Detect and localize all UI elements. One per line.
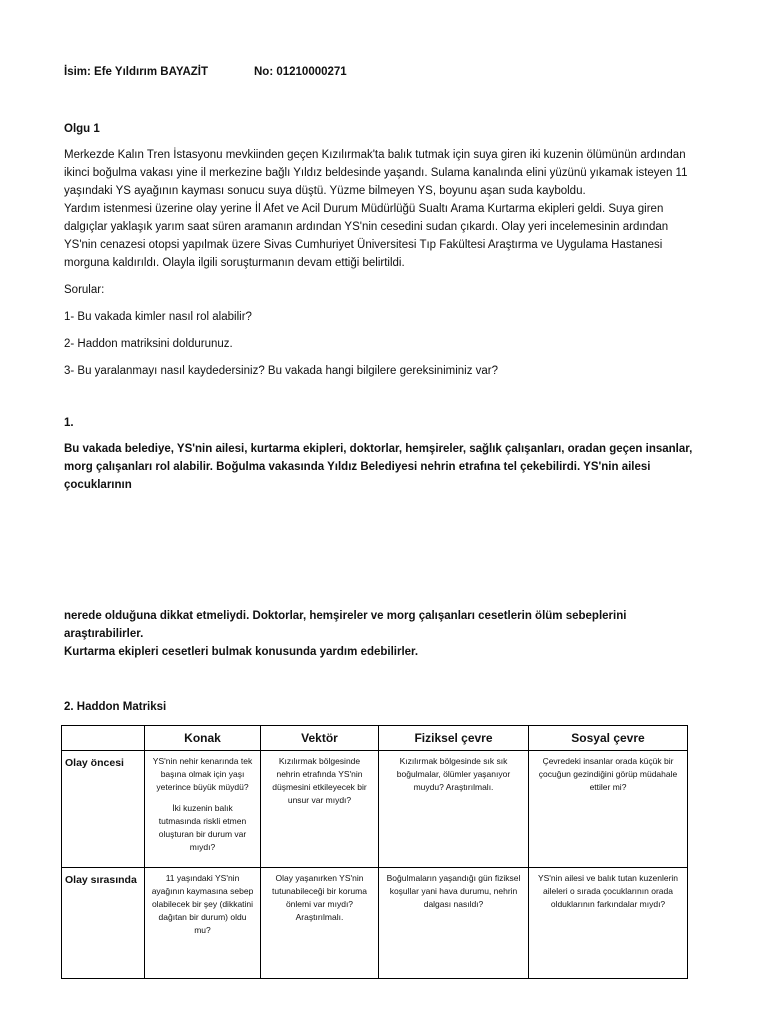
table-cell <box>529 868 688 979</box>
table-row <box>62 868 688 979</box>
cell-text: YS'nin ailesi ve balık tutan kuzenlerin aileleri o sırada çocuklarının orada olduklarının farkındalar mıydı? <box>537 873 679 909</box>
haddon-matrix-table <box>61 725 688 979</box>
case-text <box>64 146 704 272</box>
case-line: ikinci boğulma vakası yine il merkezine bağlı Yıldız beldesinde yaşandı. Sulama kanalında elini yüzünü yıkamak isteyen 11 <box>64 167 688 179</box>
answer-line: Kurtarma ekipleri cesetleri bulmak konusunda yardım edebilirler. <box>64 646 419 658</box>
case-line: Yardım istenmesi üzerine olay yerine İl Afet ve Acil Durum Müdürlüğü Sualtı Arama Kurtarma ekipleri geldi. Suya giren <box>64 203 664 215</box>
answer-1-text-part2 <box>64 607 704 661</box>
cell-text: Çevredeki insanlar orada küçük bir çocuğun gezindiğini görüp müdahale ettiler mi? <box>538 756 678 792</box>
column-header-sosyal-cevre: Sosyal çevre <box>529 726 688 751</box>
case-line: Merkezde Kalın Tren İstasyonu mevkiinden geçen Kızılırmak'ta balık tutmak için suya giren iki kuzenin ölümünün ardından <box>64 149 686 161</box>
table-cell <box>145 751 261 868</box>
table-cell <box>261 751 379 868</box>
cell-text: 11 yaşındaki YS'nin ayağının kaymasına sebep olabilecek bir şey (dikkatini dağıtan bir durum) oldu mu? <box>151 873 254 935</box>
student-number: No: 01210000271 <box>254 66 347 78</box>
column-header-empty <box>62 726 145 751</box>
question-1: 1- Bu vakada kimler nasıl rol alabilir? <box>64 311 252 323</box>
table-cell <box>379 868 529 979</box>
cell-text: İki kuzenin balık tutmasında riskli etmen oluşturan bir durum var mıydı? <box>158 803 247 852</box>
cell-text: Boğulmaların yaşandığı gün fiziksel koşullar yani hava durumu, nehrin dalgası nasıldı? <box>386 873 521 909</box>
case-line: dalgıçlar yaklaşık yarım saat süren aramanın ardından YS'nin cesedini sudan çıkardı. Olay yeri incelemesinin ardından <box>64 221 669 233</box>
table-cell <box>261 868 379 979</box>
row-label-olay-sirasinda: Olay sırasında <box>62 868 145 979</box>
answer-1-number: 1. <box>64 417 74 429</box>
table-cell <box>379 751 529 868</box>
question-3: 3- Bu yaralanmayı nasıl kaydedersiniz? Bu vakada hangi bilgilere gereksiniminiz var? <box>64 365 499 377</box>
column-header-vektor: Vektör <box>261 726 379 751</box>
case-line: yaşındaki YS ayağının kayması sonucu suya düştü. Yüzme bilmeyen YS, boyunu aşan suda kayboldu. <box>64 185 586 197</box>
cell-text: Kızılırmak bölgesinde sık sık boğulmalar, ölümler yaşanıyor muydu? Araştırılmalı. <box>396 756 511 792</box>
column-header-konak: Konak <box>145 726 261 751</box>
answer-line: Bu vakada belediye, YS'nin ailesi, kurtarma ekipleri, doktorlar, hemşireler, sağlık çalışanları, oradan geçen insanlar, <box>64 443 693 455</box>
table-header-row <box>62 726 688 751</box>
table-cell <box>145 868 261 979</box>
cell-text: Kızılırmak bölgesinde nehrin etrafında YS'nin düşmesini etkileyecek bir unsur var mıydı? <box>272 756 367 805</box>
case-line: YS'nin cenazesi otopsi yapılmak üzere Sivas Cumhuriyet Üniversitesi Tıp Fakültesi Araştırma ve Uygulama Hastanesi <box>64 239 663 251</box>
haddon-title: 2. Haddon Matriksi <box>64 701 167 713</box>
table-row <box>62 751 688 868</box>
column-header-fiziksel-cevre: Fiziksel çevre <box>379 726 529 751</box>
answer-1-text-part1 <box>64 440 704 494</box>
cell-text: YS'nin nehir kenarında tek başına olmak için yaşı yeterince büyük müydü? <box>152 756 253 792</box>
student-name: İsim: Efe Yıldırım BAYAZİT <box>64 66 209 78</box>
table-cell <box>529 751 688 868</box>
questions-label: Sorular: <box>64 284 105 296</box>
question-2: 2- Haddon matriksini doldurunuz. <box>64 338 233 350</box>
answer-line: nerede olduğuna dikkat etmeliydi. Doktorlar, hemşireler ve morg çalışanları cesetlerin ölüm sebeplerini araştırabilirler. <box>64 610 627 640</box>
answer-line: morg çalışanları rol alabilir. Boğulma vakasında Yıldız Belediyesi nehrin etrafına tel çekebilirdi. YS'nin ailesi çocuklarının <box>64 461 651 491</box>
row-label-olay-oncesi: Olay öncesi <box>62 751 145 868</box>
cell-text: Olay yaşanırken YS'nin tutunabileceği bir koruma önlemi var mıydı? Araştırılmalı. <box>272 873 367 922</box>
case-line: morguna kaldırıldı. Olayla ilgili soruşturmanın devam ettiği belirtildi. <box>64 257 405 269</box>
case-title: Olgu 1 <box>64 123 100 135</box>
